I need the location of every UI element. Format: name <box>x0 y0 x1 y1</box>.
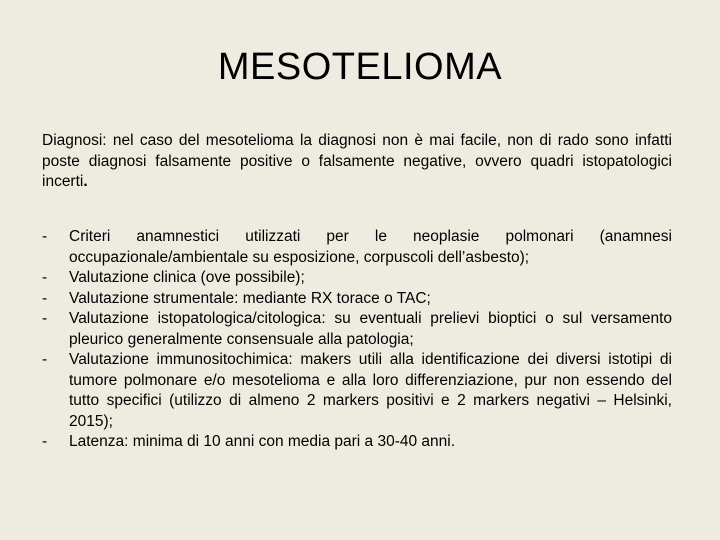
criteria-list <box>42 227 672 453</box>
bullet-marker: - <box>42 351 48 368</box>
bullet-marker: - <box>42 433 48 450</box>
bullet-text: : minima di 10 anni con media pari a 30-40 anni. <box>124 433 456 450</box>
bullet-marker: - <box>42 310 48 327</box>
list-item <box>42 432 672 453</box>
bullet-text: : mediante RX torace o TAC; <box>234 289 431 307</box>
bullet-label: Valutazione istopatologica/citologica <box>69 310 322 327</box>
bullet-text: : su eventuali prelievi bioptici o sul versamento pleurico generalmente consensuale alla patologia; <box>69 310 672 348</box>
bullet-marker: - <box>42 228 48 245</box>
bullet-label: Latenza <box>69 433 125 450</box>
bullet-label: Valutazione strumentale <box>69 289 235 307</box>
bullet-label: Valutazione immunositochimica <box>69 351 289 368</box>
bullet-text: : makers utili alla identificazione dei diversi istotipi di tumore polmonare e/o mesotelioma e alla loro differenziazione, pur non essendo del tutto specifici (utilizzo di almeno 2 markers positivi e 2 markers negativi – Helsinki, 2015); <box>69 351 672 430</box>
list-item <box>42 268 672 289</box>
intro-period: . <box>83 173 88 190</box>
bullet-marker: - <box>42 269 48 286</box>
bullet-text: Criteri anamnestici utilizzati per le neoplasie polmonari (anamnesi occupazionale/ambientale su esposizione, corpuscoli dell’asbesto); <box>69 228 672 266</box>
bullet-text: Valutazione clinica (ove possibile); <box>69 269 305 286</box>
list-item <box>42 289 672 310</box>
intro-text: Diagnosi: nel caso del mesotelioma la diagnosi non è mai facile, non di rado sono infatti poste diagnosi falsamente positive o falsamente negative, ovvero quadri istopatologici incerti <box>42 132 672 190</box>
bullet-marker: - <box>42 289 48 307</box>
list-item <box>42 350 672 432</box>
list-item <box>42 309 672 350</box>
slide-title: MESOTELIOMA <box>217 46 503 88</box>
intro-paragraph <box>42 131 672 193</box>
list-item <box>42 227 672 268</box>
